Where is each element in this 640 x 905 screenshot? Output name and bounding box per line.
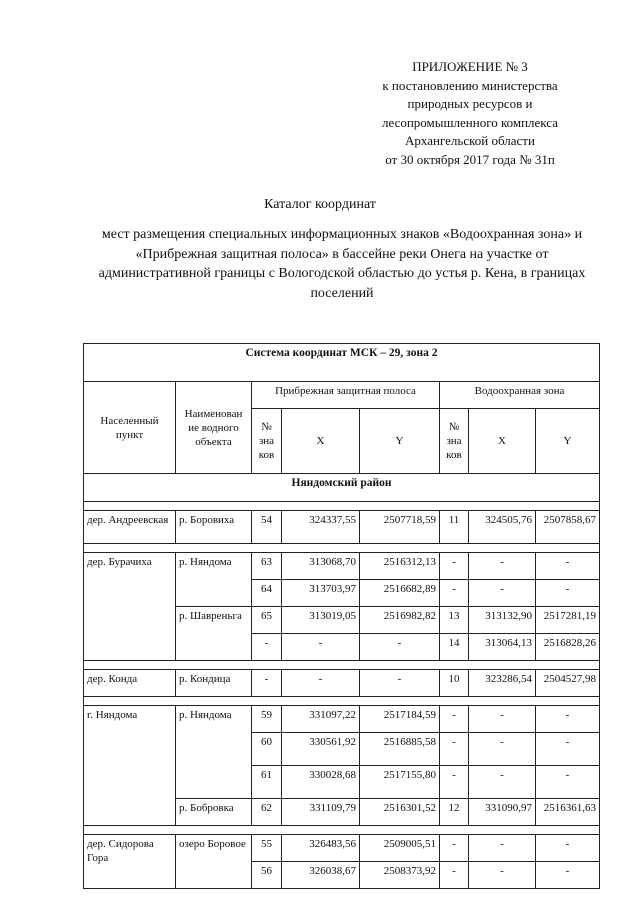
y-cell: 2507858,67 <box>536 511 600 544</box>
y-cell: - <box>536 835 600 862</box>
y-cell: - <box>536 553 600 580</box>
sign-number-cell: 13 <box>440 607 469 634</box>
spacer-row <box>84 697 600 706</box>
x-cell: 313132,90 <box>469 607 536 634</box>
y-cell: - <box>536 862 600 889</box>
x-cell: - <box>282 634 360 661</box>
x-cell: 323286,54 <box>469 670 536 697</box>
y-header: Y <box>536 409 600 474</box>
y-cell: 2509005,51 <box>360 835 440 862</box>
x-cell: - <box>469 553 536 580</box>
y-cell: 2517184,59 <box>360 706 440 733</box>
table-row <box>84 835 600 862</box>
settlement-cell: дер. Бурачиха <box>84 553 176 661</box>
sign-number-header: № зна ков <box>252 409 282 474</box>
table-row <box>84 706 600 733</box>
appendix-header <box>340 58 600 169</box>
sign-number-cell: - <box>440 835 469 862</box>
water-body-cell: р. Шавреньга <box>176 607 252 661</box>
table-row <box>84 553 600 580</box>
x-header: X <box>469 409 536 474</box>
x-cell: - <box>469 766 536 799</box>
y-cell: - <box>360 634 440 661</box>
sign-number-cell: 55 <box>252 835 282 862</box>
catalog-title: Каталог координат <box>264 197 376 212</box>
y-cell: 2504527,98 <box>536 670 600 697</box>
x-cell: 313068,70 <box>282 553 360 580</box>
settlement-column-header: Населенный пункт <box>84 382 176 474</box>
sign-number-cell: 64 <box>252 580 282 607</box>
sign-number-cell: 11 <box>440 511 469 544</box>
sign-number-cell: - <box>252 634 282 661</box>
x-cell: 313703,97 <box>282 580 360 607</box>
sign-number-cell: 14 <box>440 634 469 661</box>
x-cell: - <box>282 670 360 697</box>
y-cell: - <box>536 766 600 799</box>
sign-number-cell: - <box>440 862 469 889</box>
x-cell: - <box>469 862 536 889</box>
water-body-cell: озеро Боровое <box>176 835 252 889</box>
y-cell: 2516301,52 <box>360 799 440 826</box>
y-cell: - <box>536 580 600 607</box>
table-row <box>84 670 600 697</box>
sign-number-cell: - <box>440 706 469 733</box>
y-cell: 2516885,58 <box>360 733 440 766</box>
coastal-strip-header: Прибрежная защитная полоса <box>252 382 440 409</box>
x-cell: 331090,97 <box>469 799 536 826</box>
appendix-line: к постановлению министерства <box>382 77 558 93</box>
sign-number-cell: 59 <box>252 706 282 733</box>
y-cell: 2517281,19 <box>536 607 600 634</box>
spacer-row <box>84 826 600 835</box>
y-cell: 2516312,13 <box>360 553 440 580</box>
water-body-cell: р. Бобровка <box>176 799 252 826</box>
y-cell: - <box>536 706 600 733</box>
x-cell: 330028,68 <box>282 766 360 799</box>
sign-number-cell: 65 <box>252 607 282 634</box>
x-cell: 324505,76 <box>469 511 536 544</box>
sign-number-cell: 60 <box>252 733 282 766</box>
x-cell: 331109,79 <box>282 799 360 826</box>
sign-number-cell: 56 <box>252 862 282 889</box>
y-cell: 2516828,26 <box>536 634 600 661</box>
x-cell: - <box>469 835 536 862</box>
catalog-description: мест размещения специальных информационных знаков «Водоохранная зона» и «Прибрежная защитная полоса» в бассейне реки Онега на участке от административной границы с Вологодской областью до устья р. Кена, в границах поселений <box>98 227 586 301</box>
x-cell: 313064,13 <box>469 634 536 661</box>
water-body-cell: р. Боровиха <box>176 511 252 544</box>
sign-number-cell: 12 <box>440 799 469 826</box>
y-cell: 2517155,80 <box>360 766 440 799</box>
appendix-line: Архангельской области <box>405 133 535 148</box>
x-cell: 330561,92 <box>282 733 360 766</box>
sign-number-cell: - <box>440 766 469 799</box>
settlement-cell: дер. Конда <box>84 670 176 697</box>
y-cell: 2507718,59 <box>360 511 440 544</box>
sign-number-cell: - <box>440 553 469 580</box>
y-cell: 2508373,92 <box>360 862 440 889</box>
sign-number-cell: 10 <box>440 670 469 697</box>
appendix-line: природных ресурсов и <box>407 96 533 111</box>
spacer-row <box>84 502 600 511</box>
water-body-cell: р. Кондица <box>176 670 252 697</box>
water-body-cell: р. Няндома <box>176 706 252 799</box>
water-protection-zone-header: Водоохранная зона <box>440 382 600 409</box>
y-cell: 2516361,63 <box>536 799 600 826</box>
sign-number-cell: 62 <box>252 799 282 826</box>
x-cell: - <box>469 580 536 607</box>
y-header: Y <box>360 409 440 474</box>
appendix-line: лесопромышленного комплекса <box>381 114 558 130</box>
sign-number-cell: 54 <box>252 511 282 544</box>
sign-number-cell: 63 <box>252 553 282 580</box>
spacer-row <box>84 544 600 553</box>
coordinates-table <box>83 343 600 889</box>
sign-number-cell: - <box>440 580 469 607</box>
appendix-title: ПРИЛОЖЕНИЕ № 3 <box>412 59 528 74</box>
x-cell: 331097,22 <box>282 706 360 733</box>
sign-number-cell: - <box>252 670 282 697</box>
district-header: Няндомский район <box>84 474 600 502</box>
sign-number-header: № зна ков <box>440 409 469 474</box>
x-cell: - <box>469 733 536 766</box>
sign-number-cell: 61 <box>252 766 282 799</box>
x-header: X <box>282 409 360 474</box>
x-cell: - <box>469 706 536 733</box>
x-cell: 313019,05 <box>282 607 360 634</box>
settlement-cell: дер. Сидорова Гора <box>84 835 176 889</box>
x-cell: 326038,67 <box>282 862 360 889</box>
x-cell: 324337,55 <box>282 511 360 544</box>
sign-number-cell: - <box>440 733 469 766</box>
y-cell: 2516682,89 <box>360 580 440 607</box>
table-row <box>84 511 600 544</box>
y-cell: 2516982,82 <box>360 607 440 634</box>
water-body-cell: р. Няндома <box>176 553 252 607</box>
settlement-cell: г. Няндома <box>84 706 176 826</box>
settlement-cell: дер. Андреевская <box>84 511 176 544</box>
y-cell: - <box>536 733 600 766</box>
coordinate-system-header: Система координат МСК – 29, зона 2 <box>84 344 600 382</box>
y-cell: - <box>360 670 440 697</box>
x-cell: 326483,56 <box>282 835 360 862</box>
appendix-date: от 30 октября 2017 года № 31п <box>385 151 555 167</box>
water-body-column-header: Наименован ие водного объекта <box>176 382 252 474</box>
spacer-row <box>84 661 600 670</box>
